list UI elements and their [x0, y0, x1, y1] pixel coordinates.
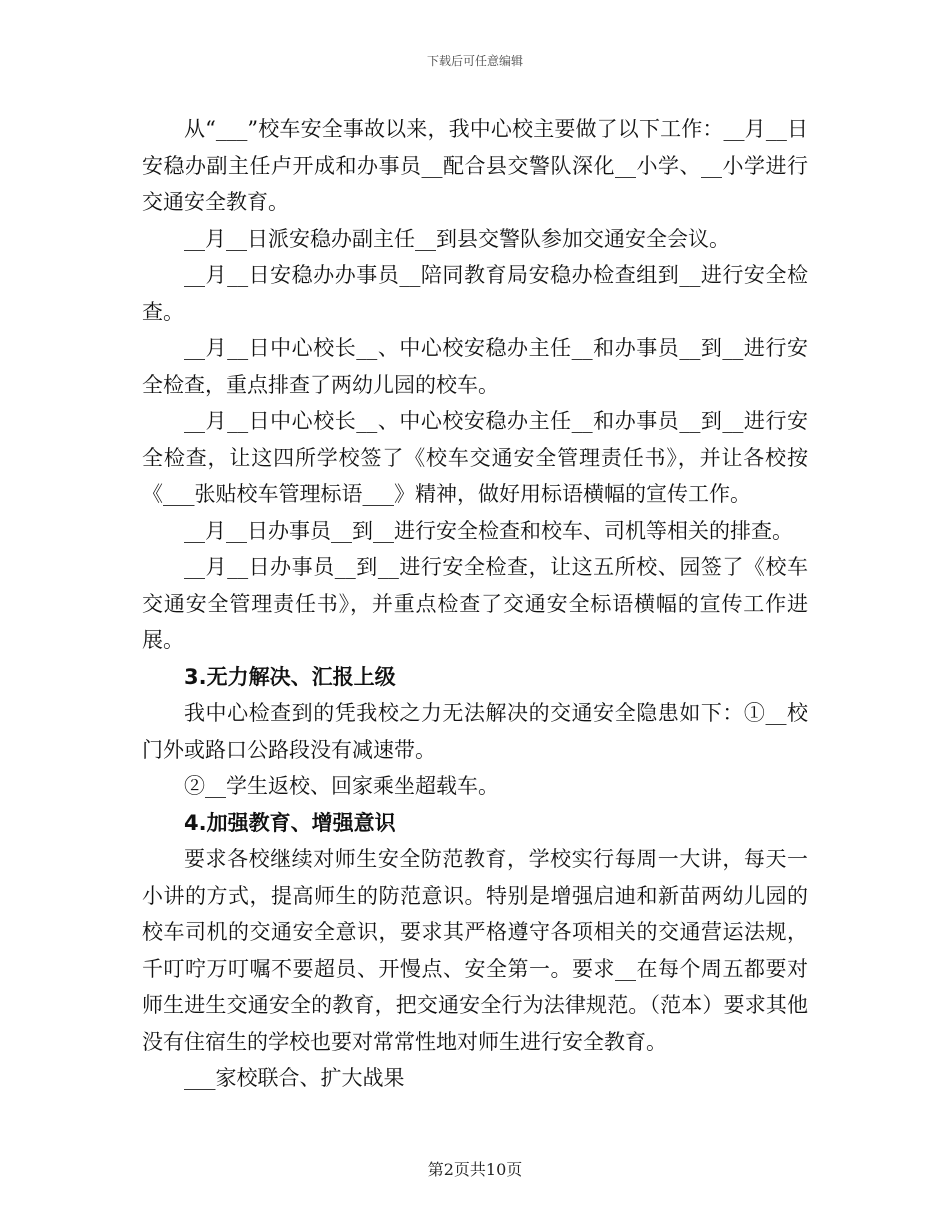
paragraph: __月__日办事员__到__进行安全检查，让这五所校、园签了《校车交通安全管理责任书》，并重点检查了交通安全标语横幅的宣传工作进展。	[142, 555, 808, 652]
paragraph: __月__日办事员__到__进行安全检查和校车、司机等相关的排查。	[184, 518, 793, 543]
section-heading: 4.加强教育、增强意识	[184, 810, 396, 835]
document-body	[142, 111, 808, 1097]
paragraph: __月__日派安稳办副主任__到县交警队参加交通安全会议。	[184, 226, 730, 251]
paragraph: 从“___”校车安全事故以来，我中心校主要做了以下工作：__月__日安稳办副主任卢开成和办事员__配合县交警队深化__小学、__小学进行交通安全教育。	[142, 117, 808, 214]
paragraph: ___家校联合、扩大战果	[184, 1066, 405, 1090]
paragraph: __月__日安稳办办事员__陪同教育局安稳办检查组到__进行安全检查。	[142, 263, 808, 324]
paragraph: 要求各校继续对师生安全防范教育，学校实行每周一大讲，每天一小讲的方式，提高师生的防范意识。特别是增强启迪和新苗两幼儿园的校车司机的交通安全意识，要求其严格遵守各项相关的交通营运法规，千叮咛万叮嘱不要超员、开慢点、安全第一。要求__在每个周五都要对师生进生交通安全的教育，把交通安全行为法律规范。（范本）要求其他没有住宿生的学校也要对常常性地对师生进行安全教育。	[142, 847, 808, 1054]
paragraph: 我中心检查到的凭我校之力无法解决的交通安全隐患如下：①__校门外或路口公路段没有减速带。	[142, 701, 808, 762]
paragraph: __月__日中心校长__、中心校安稳办主任__和办事员__到__进行安全检查，让这四所学校签了《校车交通安全管理责任书》，并让各校按《___张贴校车管理标语___》精神，做好用标语横幅的宣传工作。	[142, 409, 808, 506]
section-heading: 3.无力解决、汇报上级	[184, 664, 396, 689]
page-footer: 第2页共10页	[427, 1160, 523, 1179]
page-header: 下载后可任意编辑	[426, 54, 523, 68]
paragraph: ②__学生返校、回家乘坐超载车。	[184, 774, 499, 798]
paragraph: __月__日中心校长__、中心校安稳办主任__和办事员__到__进行安全检查，重点排查了两幼儿园的校车。	[142, 336, 808, 397]
